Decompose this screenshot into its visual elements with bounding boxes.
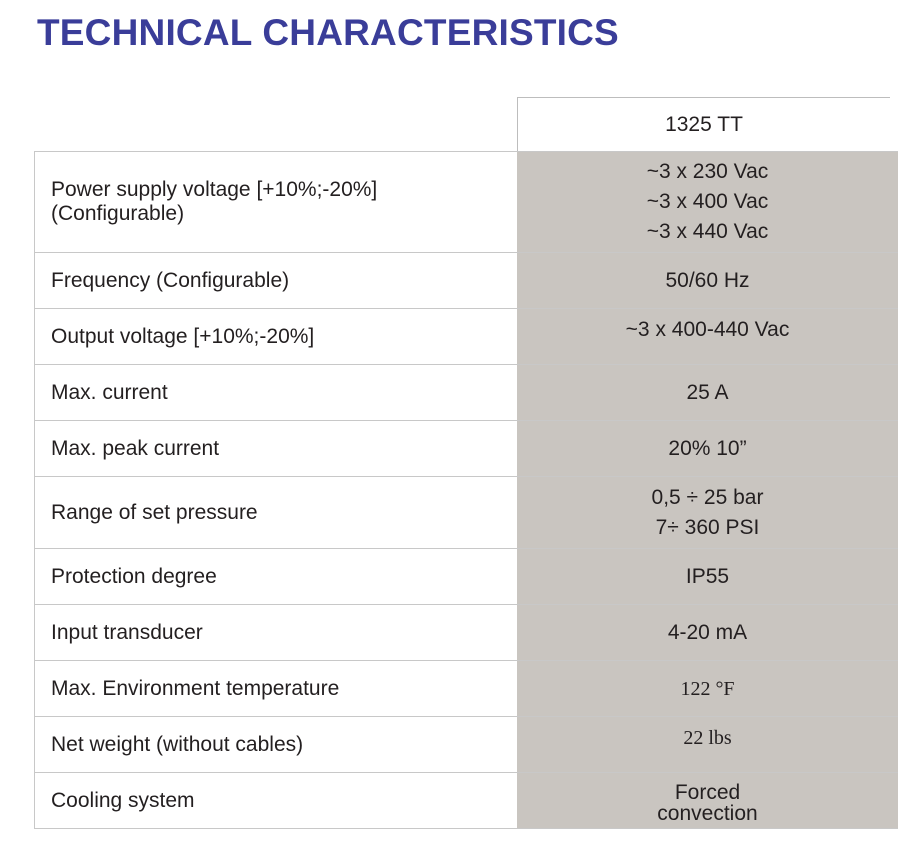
row-value-line: 22 lbs xyxy=(683,727,732,749)
row-value-line: Forced xyxy=(674,780,741,804)
row-value-line: 7÷ 360 PSI xyxy=(655,515,760,539)
row-value xyxy=(517,605,898,660)
row-label xyxy=(34,365,517,420)
row-label-line: Max. peak current xyxy=(51,436,220,460)
row-value-line: 0,5 ÷ 25 bar xyxy=(651,485,764,509)
table-row xyxy=(34,772,898,829)
row-label xyxy=(34,773,517,828)
table-row xyxy=(34,308,898,364)
model-column-header: 1325 TT xyxy=(517,97,890,151)
row-label xyxy=(34,309,517,364)
table-row xyxy=(34,364,898,420)
row-value-line: ~3 x 400 Vac xyxy=(646,190,769,213)
row-value xyxy=(517,717,898,772)
row-label-line: Range of set pressure xyxy=(51,500,258,524)
row-value xyxy=(517,773,898,828)
row-value-line: 50/60 Hz xyxy=(665,268,750,292)
row-label-line: Protection degree xyxy=(51,564,217,588)
row-label xyxy=(34,477,517,548)
table-row xyxy=(34,476,898,548)
row-label-line: Frequency (Configurable) xyxy=(51,268,290,292)
table-row xyxy=(34,604,898,660)
row-value-line: 20% 10” xyxy=(668,436,747,460)
row-value xyxy=(517,477,898,548)
table-row xyxy=(34,660,898,716)
row-label xyxy=(34,549,517,604)
row-value-line: IP55 xyxy=(685,564,730,588)
row-value xyxy=(517,421,898,476)
row-label-line: Net weight (without cables) xyxy=(51,732,304,756)
row-value xyxy=(517,152,898,252)
row-label xyxy=(34,421,517,476)
row-label-line: Input transducer xyxy=(51,620,203,644)
page-title: TECHNICAL CHARACTERISTICS xyxy=(37,12,619,53)
row-value-line: 25 A xyxy=(686,380,729,404)
specs-table xyxy=(34,151,898,829)
row-label-line: Output voltage [+10%;-20%] xyxy=(51,324,315,348)
table-row xyxy=(34,252,898,308)
row-value xyxy=(517,309,898,364)
row-label xyxy=(34,253,517,308)
table-row xyxy=(34,548,898,604)
table-row xyxy=(34,716,898,772)
row-label xyxy=(34,605,517,660)
row-value-line: ~3 x 230 Vac xyxy=(646,160,769,183)
row-label-line: Power supply voltage [+10%;-20%] xyxy=(51,178,378,201)
row-value-line: ~3 x 440 Vac xyxy=(646,220,769,243)
row-value xyxy=(517,549,898,604)
row-label xyxy=(34,152,517,252)
row-label xyxy=(34,717,517,772)
row-label xyxy=(34,661,517,716)
row-value xyxy=(517,661,898,716)
table-row xyxy=(34,420,898,476)
row-value-line: 122 °F xyxy=(680,677,735,700)
row-label-line: (Configurable) xyxy=(51,202,185,225)
row-value-line: 4-20 mA xyxy=(667,620,748,644)
row-label-line: Max. current xyxy=(51,380,168,404)
table-row xyxy=(34,151,898,252)
row-value xyxy=(517,253,898,308)
row-value xyxy=(517,365,898,420)
row-label-line: Max. Environment temperature xyxy=(51,676,340,700)
row-value-line: ~3 x 400-440 Vac xyxy=(625,318,790,341)
row-label-line: Cooling system xyxy=(51,788,195,812)
row-value-line: convection xyxy=(657,801,758,825)
